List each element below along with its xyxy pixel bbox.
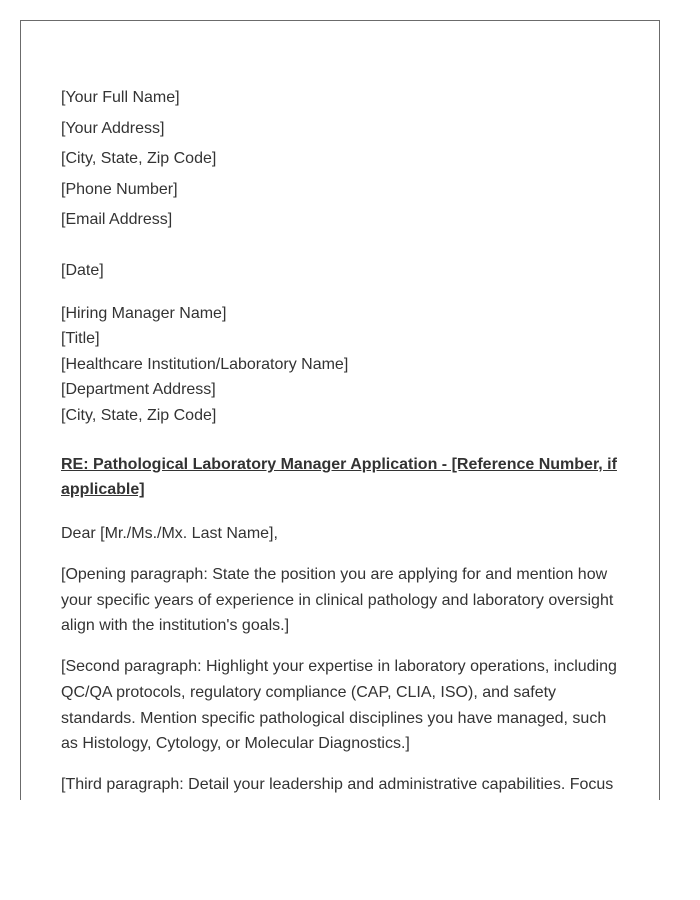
paragraph-opening: [Opening paragraph: State the position you are applying for and mention how your specific years of experience in clinical pathology and laboratory oversight align with the institution's goals.] [61,566,614,635]
letter-page [20,20,660,800]
sender-email: [Email Address] [61,211,173,228]
subject-line: RE: Pathological Laboratory Manager Application - [Reference Number, if applicable] [61,456,617,498]
sender-block [61,83,627,236]
recipient-department-address: [Department Address] [61,381,216,398]
recipient-name: [Hiring Manager Name] [61,304,227,322]
sender-phone: [Phone Number] [61,180,178,198]
sender-address: [Your Address] [61,119,165,137]
letter-date: [Date] [61,261,104,279]
paragraph-second: [Second paragraph: Highlight your expertise in laboratory operations, including QC/QA protocols, regulatory compliance (CAP, CLIA, ISO), and safety standards. Mention specific pathological disciplines you have managed, such as Histology, Cytology, or Molecular Diagnostics.] [61,658,617,753]
paragraph-third: [Third paragraph: Detail your leadership and administrative capabilities. Focus [61,775,614,793]
recipient-city-state-zip: [City, State, Zip Code] [61,406,217,424]
salutation: Dear [Mr./Ms./Mx. Last Name], [61,525,278,542]
recipient-block [61,301,627,429]
letter-content [61,83,627,798]
sender-city-state-zip: [City, State, Zip Code] [61,150,217,167]
recipient-title: [Title] [61,330,100,347]
sender-name: [Your Full Name] [61,89,180,106]
recipient-institution: [Healthcare Institution/Laboratory Name] [61,355,349,373]
